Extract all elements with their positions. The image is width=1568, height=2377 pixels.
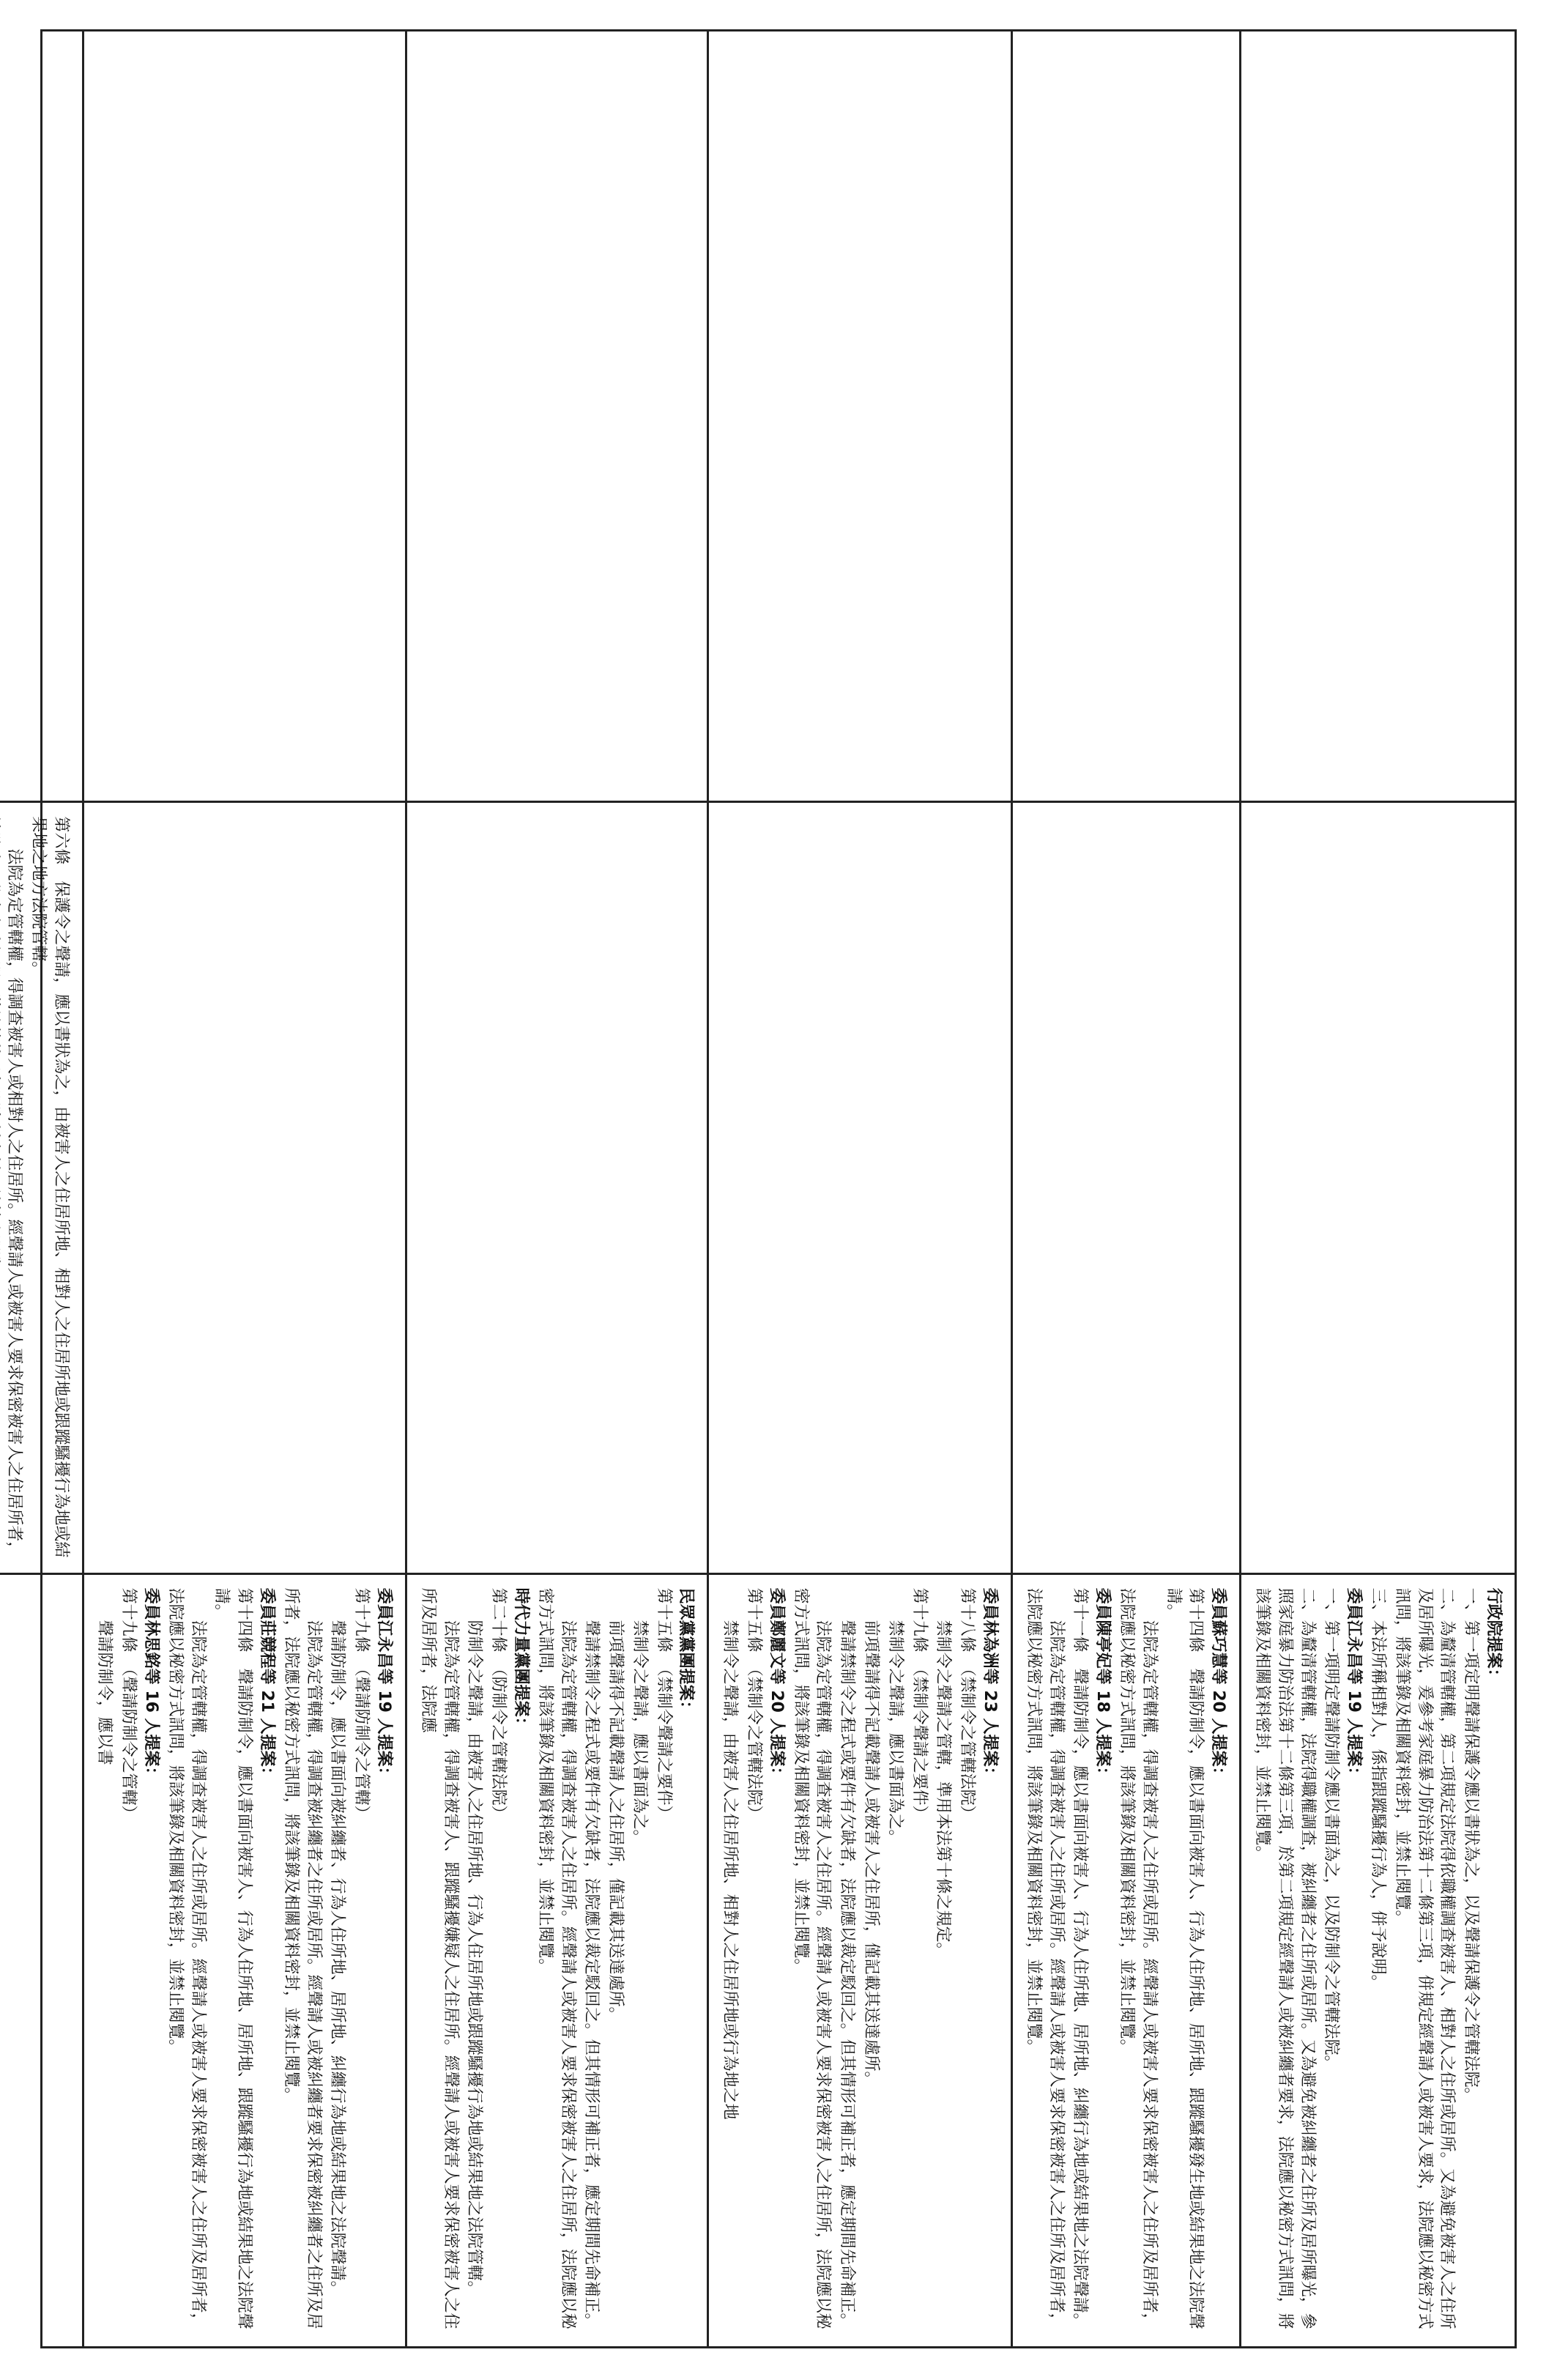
paragraph: 聲請禁制令之程式或要件有欠缺者，法院應以裁定駁回之。但其情形可補正者，應定期間先命補正。 <box>582 1587 601 2329</box>
proposal-heading: 委員江永昌等 19 人提案： <box>1345 1587 1364 1783</box>
table-cell <box>710 803 1011 1574</box>
table-cell <box>407 803 707 1574</box>
proposal-heading: 時代力量黨團提案： <box>511 1587 530 1733</box>
paragraph: 禁制令之聲請，應以書面為之。 <box>630 1587 649 1846</box>
paragraph: 一、第一項明定聲請防制令應以書面為之，以及防制令之管轄法院。 <box>1322 1587 1341 2072</box>
paragraph: 法院為定管轄權，得調查被害人、跟蹤騷擾嫌疑人之住居所。經聲請人或被害人要求保密被害人之住所及居所者，法院應 <box>418 1587 460 2329</box>
paragraph: 第六條 保護令之聲請，應以書狀為之，由被害人之住居所地、相對人之住居所地或跟蹤騷擾行為地或結果地之地方法院管轄。 <box>29 816 70 1558</box>
table-cell <box>407 31 707 803</box>
paragraph: 二、為釐清管轄權，法院得職權調查，被糾纏者之住所或居所。又為避免被糾纏者之住所及居所曝光，參照家庭暴力防治法第十二條第三項，於第二項規定經聲請人或被糾纏者要求，法院應以秘密方式訊問，將該筆錄及相關資料密封，並禁止閱覽。 <box>1253 1587 1317 2329</box>
proposal-heading: 行政院提案： <box>1485 1587 1503 1685</box>
proposal-heading: 委員蘇巧慧等 20 人提案： <box>1209 1587 1228 1783</box>
proposal-heading: 委員江永昌等 19 人提案： <box>374 1587 393 1783</box>
table-row <box>1011 31 1239 2346</box>
paragraph: 前項聲請得不記載聲請人或被害人之住居所，僅記載其送達處所。 <box>862 1587 881 2088</box>
table-cell <box>407 1575 707 2346</box>
paragraph: 前項聲請得不記載聲請人之住居所，僅記載其送達處所。 <box>606 1587 625 2023</box>
paragraph: 法院為定管轄權，得調查被害人之住所或居所。經聲請人或被害人要求保密被害人之住所及居所者，法院應以秘密方式訊問，將該筆錄及相關資料密封，並禁止閱覽。 <box>1024 1587 1066 2329</box>
paragraph: 第十五條 （禁制令聲請之要件） <box>654 1587 673 1822</box>
proposal-heading: 委員莊競程等 21 人提案： <box>257 1587 276 1783</box>
paragraph: 第十九條 （禁制令聲請之要件） <box>910 1587 929 1822</box>
paragraph: 禁制令之聲請之管轄，準用本法第十條之規定。 <box>934 1587 953 1959</box>
cell-text <box>0 816 72 1559</box>
paragraph: 一、第一項定明聲請保護令應以書狀為之，以及聲請保護令之管轄法院。 <box>1462 1587 1481 2104</box>
table-row <box>0 31 82 2346</box>
table-cell <box>84 1575 405 2346</box>
paragraph: 第十五條 （禁制令之管轄法院） <box>745 1587 764 1822</box>
paragraph: 法院為定管轄權，得調查被害人之住居所。經聲請人或被害人要求保密被害人之住居所，法院應以秘密方式訊問，將該筆錄及相關資料密封，並禁止閱覽。 <box>791 1587 833 2329</box>
paragraph: 禁制令之聲請，由被害人之住居所地、相對人之住居所地或行為地之地 <box>721 1587 740 2120</box>
paragraph: 法院為定管轄權，得調查被害人或相對人之住居所。經聲請人或被害人要求保密被害人之住居所者， <box>4 848 23 1558</box>
comparison-table <box>4 29 1517 2348</box>
paragraph: 第十九條 （聲請防制令之管轄） <box>119 1587 138 1822</box>
paragraph: 聲請防制令，應以書 <box>95 1587 114 1765</box>
proposal-heading: 民眾黨黨團提案： <box>677 1587 696 1717</box>
paragraph: 法院為定管轄權，得調查被害人之住所或居所。經聲請人或被害人要求保密被害人之住所及居所者，法院應以秘密方式訊問，將該筆錄及相關資料密封，並禁止閱覽。 <box>1118 1587 1159 2329</box>
table-cell <box>1013 1575 1239 2346</box>
cell-text <box>1250 1588 1504 2333</box>
table-cell <box>710 31 1011 803</box>
paragraph: 防制令之聲請，由被害人之住居所地、行為人住居所地或跟蹤騷擾行為地或結果地之法院管轄。 <box>465 1587 484 2297</box>
table-row <box>405 31 707 2346</box>
paragraph: 第十一條 聲請防制令，應以書面向被害人、行為人住所地、居所地、糾纏行為地或結果地之法院聲請。 <box>1071 1587 1090 2329</box>
table-cell <box>0 803 82 1574</box>
table-cell <box>0 31 82 803</box>
table-cell <box>1241 803 1515 1574</box>
cell-text <box>416 1588 697 2333</box>
paragraph: 法院為定管轄權，得調查被害人之住所或居所。經聲請人或被害人要求保密被害人之住所及居所者，法院應以秘密方式訊問，將該筆錄及相關資料密封，並禁止閱覽。 <box>166 1587 207 2329</box>
paragraph: 聲請禁制令之程式或要件有欠缺者，法院應以裁定駁回之。但其情形可補正者，應定期間先命補正。 <box>838 1587 857 2329</box>
paragraph: 聲請防制令，應以書面向被糾纏者、行為人住所地、居所地、糾纏行為地或結果地之法院聲請。 <box>328 1587 347 2297</box>
paragraph: 禁制令之聲請，應以書面為之。 <box>885 1587 904 1846</box>
paragraph: 法院為定管轄權，得調查被糾纏者之住所或居所。經聲請人或被糾纏者要求保密被糾纏者之住所及居所者，法院應以秘密方式訊問，將該筆錄及相關資料密封，並禁止閱覽。 <box>281 1587 323 2329</box>
table-cell <box>1013 803 1239 1574</box>
proposal-heading: 委員鄭麗文等 20 人提案： <box>767 1587 786 1783</box>
table-row <box>1239 31 1515 2346</box>
table-cell <box>1013 31 1239 803</box>
proposal-heading: 委員林為洲等 23 人提案： <box>981 1587 1000 1783</box>
cell-text <box>93 1588 395 2333</box>
paragraph: 二、為釐清管轄權，第二項規定法院得依職權調查被害人、相對人之住所或居所。又為避免被害人之住所及居所曝光，爰參考家庭暴力防治法第十二條第三項，併規定經聲請人或被害人要求，法院應以秘密方式訊問，將該筆錄及相關資料密封，並禁止閱覽。 <box>1392 1587 1457 2329</box>
table-cell <box>710 1575 1011 2346</box>
cell-text <box>718 1588 1001 2333</box>
paragraph: 第二十條 （防制令之管轄法院） <box>489 1587 508 1822</box>
table-row <box>707 31 1011 2346</box>
table-cell <box>1241 1575 1515 2346</box>
table-cell <box>0 1575 82 2346</box>
paragraph: 第十八條 （禁制令之管轄法院） <box>958 1587 977 1822</box>
table-cell <box>1241 31 1515 803</box>
paragraph: 第十四條 聲請防制令，應以書面向被害人、行為人住所地、居所地、跟蹤騷擾行為地或結果地之法院聲請。 <box>212 1587 254 2329</box>
paragraph: 法院為定管轄權，得調查被害人之住居所。經聲請人或被害人要求保密被害人之住居所，法院應以秘密方式訊問，將該筆錄及相關資料密封，並禁止閱覽。 <box>535 1587 577 2329</box>
paragraph: 三、本法所稱相對人，係指跟蹤騷擾行為人，併予說明。 <box>1369 1587 1388 1991</box>
paragraph: 第十四條 聲請防制令，應以書面向被害人、行為人住所地、居所地、跟蹤騷擾發生地或結果地之法院聲請。 <box>1164 1587 1205 2329</box>
table-cell <box>84 803 405 1574</box>
paragraph: 第十九條 （聲請防制令之管轄） <box>352 1587 371 1822</box>
table-row <box>82 31 405 2346</box>
proposal-heading: 委員陳亭妃等 18 人提案： <box>1093 1587 1112 1783</box>
cell-text <box>1022 1588 1229 2333</box>
proposal-heading: 委員林思銘等 16 人提案： <box>141 1587 160 1783</box>
table-cell <box>84 31 405 803</box>
